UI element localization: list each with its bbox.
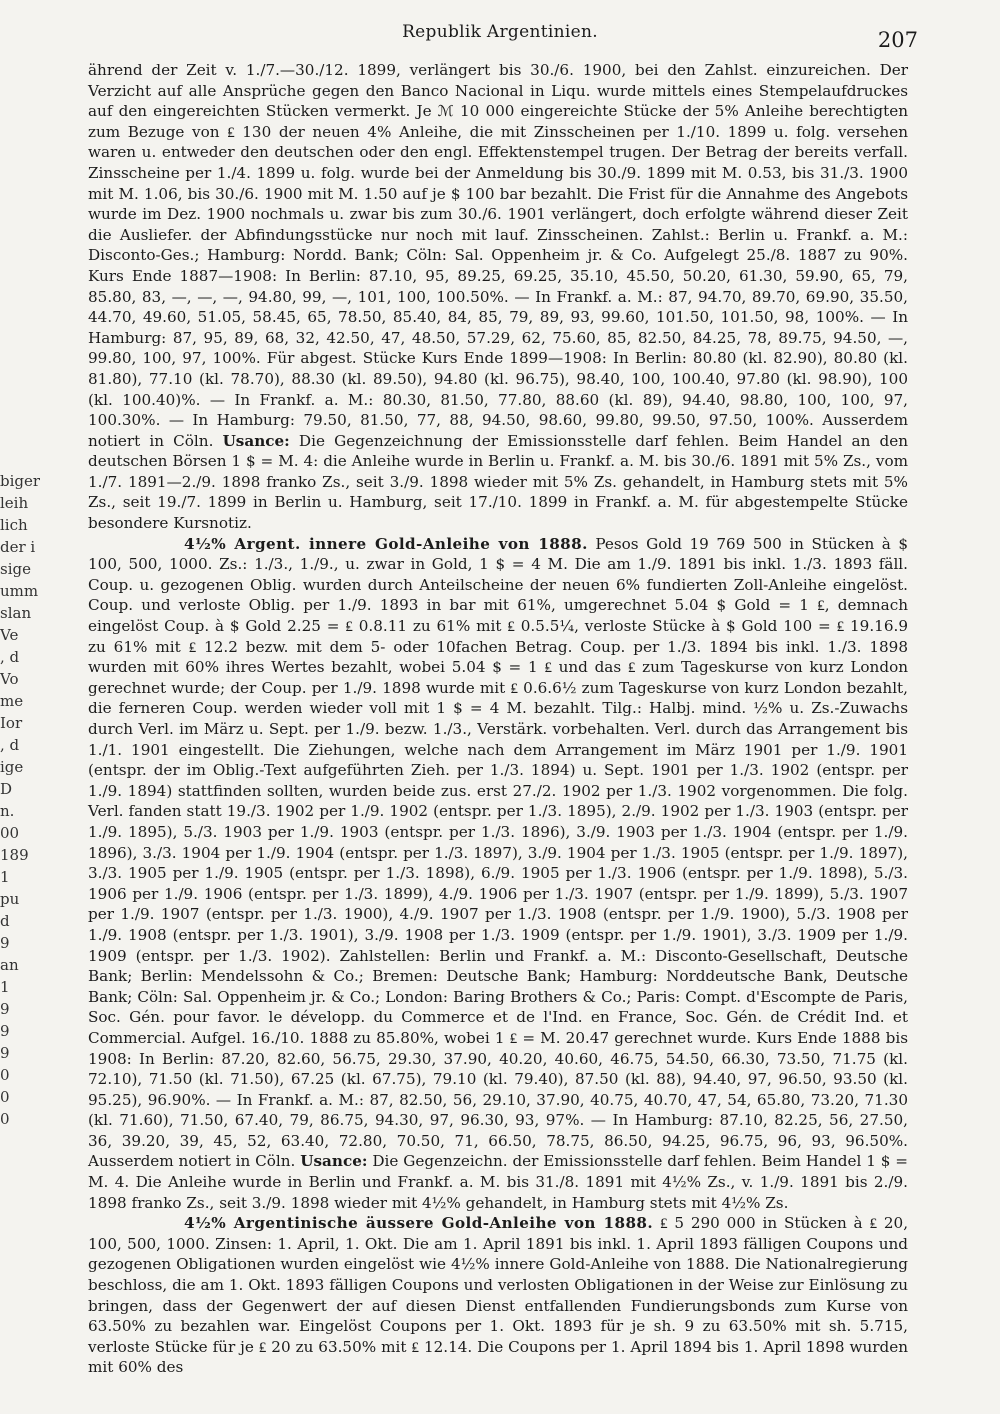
page-number: 207: [877, 28, 918, 52]
gutter-line: der i: [0, 538, 36, 556]
gutter-line: n.: [0, 802, 15, 820]
gutter-line: pu: [0, 890, 20, 908]
gutter-line: , d: [0, 736, 20, 754]
gutter-line: 1: [0, 868, 10, 886]
section-text: Pesos Gold 19 769 500 in Stücken à $ 100, 500, 1000. Zs.: 1./3., 1./9., u. zwar in Gold, 1 $ = 4 M. Die am 1./9. 1891 bis inkl. 1./3. 1893 fäll. Coup. u. gezogenen Oblig. wurden durch Anteilscheine der neuen 6% fundierten Zoll-Anleihe eingelöst. Coup. und verloste Oblig. per 1./9. 1893 in bar mit 61%, umgerechnet 5.04 $ Gold = 1 ₤, demnach eingelöst Coup. à $ Gold 2.25 = ₤ 0.8.11 zu 61% mit ₤ 0.5.5¼, verloste Stücke à $ Gold 100 = ₤ 19.16.9 zu 61% mit ₤ 12.2 bezw. mit dem 5- oder 10fachen Betrag. Coup. per 1./3. 1894 bis inkl. 1./3. 1898 wurden mit 60% ihres Wertes bezahlt, wobei 5.04 $ = 1 ₤ und das ₤ zum Tageskurse von kurz London gerechnet wurde; der Coup. per 1./9. 1898 wurde mit ₤ 0.6.6½ zum Tageskurse von kurz London bezahlt, die ferneren Coup. werden wieder voll mit 1 $ = 4 M. bezahlt. Tilg.: Halbj. mind. ½% u. Zs.-Zuwachs durch Verl. im März u. Sept. per 1./9. bezw. 1./3., Verstärk. vorbehalten. Verl. durch das Arrangement bis 1./1. 1901 eingestellt. Die Ziehungen, welche nach dem Arrangement im März 1901 per 1./9. 1901 (entspr. der im Oblig.-Text aufgeführten Zieh. per 1./3. 1894) u. Sept. 1901 per 1./3. 1902 (entspr. per 1./9. 1894) stattfinden sollten, wurden beide zus. erst 27./2. 1902 per 1./3. 1902 vorgenommen. Die folg. Verl. fanden statt 19./3. 1902 per 1./9. 1902 (entspr. per 1./3. 1895), 2./9. 1902 per 1./3. 1903 (entspr. per 1./9. 1895), 5./3. 1903 per 1./9. 1903 (entspr. per 1./3. 1896), 3./9. 1903 per 1./3. 1904 (entspr. per 1./9. 1896), 3./3. 1904 per 1./9. 1904 (entspr. per 1./3. 1897), 3./9. 1904 per 1./3. 1905 (entspr. per 1./9. 1897), 3./3. 1905 per 1./9. 1905 (entspr. per 1./3. 1898), 6./9. 1905 per 1./3. 1906 (entspr. per 1./9. 1898), 5./3. 1906 per 1./9. 1906 (entspr. per 1./3. 1899), 4./9. 1906 per 1./3. 1907 (entspr. per 1./9. 1899), 5./3. 1907 per 1./9. 1907 (entspr. per 1./3. 1900), 4./9. 1907 per 1./3. 1908 (entspr. per 1./9. 1900), 5./3. 1908 per 1./9. 1908 (entspr. per 1./3. 1901), 3./9. 1908 per 1./3. 1909 (entspr. per 1./9. 1901), 3./3. 1909 per 1./9. 1909 (entspr. per 1./3. 1902). Zahlstellen: Berlin und Frankf. a. M.: Disconto-Gesellschaft, Deutsche Bank; Berlin: Mendelssohn & Co.; Bremen: Deutsche Bank; Hamburg: Norddeutsche Bank, Deutsche Bank; Cöln: Sal. Oppenheim jr. & Co.; London: Baring Brothers & Co.; Paris: Compt. d'Escompte de Paris, Soc. Gén. pour favor. le développ. du Commerce et de l'Ind. en France, Soc. Gén. de Crédit Ind. et Commercial. Aufgel. 16./10. 1888 zu 85.80%, wobei 1 ₤ = M. 20.47 gerechnet wurde. Kurs Ende 1888 bis 1908: In Berlin: 87.20, 82.60, 56.75, 29.30, 37.90, 40.20, 40.60, 46.75, 54.50, 66.30, 73.50, 71.75 (kl. 72.10), 71.50 (kl. 71.50), 67.25 (kl. 67.75), 79.10 (kl. 79.40), 87.50 (kl. 88), 94.40, 97, 96.50, 93.50 (kl. 95.25), 96.90%. — In Frankf. a. M.: 87, 82.50, 56, 29.10, 37.90, 40.75, 40.70, 47, 54, 65.80, 73.20, 71.30 (kl. 71.60), 71.50, 67.40, 79, 86.75, 94.30, 97, 96.30, 93, 97%. — In Hamburg: 87.10, 82.25, 56, 27.50, 36, 39.20, 39, 45, 52, 63.40, 72.80, 70.50, 71, 66.50, 78.75, 86.50, 94.25, 96.75, 96, 93, 96.50%. Ausserdem notiert in Cöln.: [88, 534, 908, 1171]
gutter-line: 9: [0, 934, 10, 952]
gutter-line: leih: [0, 494, 29, 512]
gutter-line: ige: [0, 758, 24, 776]
section-text: ₤ 5 290 000 in Stücken à ₤ 20, 100, 500, 1000. Zinsen: 1. April, 1. Okt. Die am 1. April 1891 bis inkl. 1. April 1893 fälligen Coupons und gezogenen Obligationen wurden eingelöst wie 4½% innere Gold-Anleihe von 1888. Die Nationalregierung beschloss, die am 1. Okt. 1893 fälligen Coupons und verlosten Obligationen in der Weise zur Einlösung zu bringen, dass der Gegenwert der auf diesen Dienst entfallenden Fundierungsbonds zum Kurse von 63.50% zu bezahlen war. Eingelöst Coupons per 1. Okt. 1893 für je sh. 9 zu 63.50% mit sh. 5.715, verloste Stücke für je ₤ 20 zu 63.50% mit ₤ 12.14. Die Coupons per 1. April 1894 bis 1. April 1898 wurden mit 60% des: [88, 1214, 909, 1377]
usance-label: Usance:: [222, 431, 290, 450]
gutter-line: umm: [0, 582, 39, 600]
gutter-line: me: [0, 692, 24, 710]
gutter-line: Vo: [0, 670, 19, 688]
section-heading: 4½% Argentinische äussere Gold-Anleihe von 1888.: [184, 1214, 654, 1233]
gutter-line: 0: [0, 1110, 10, 1128]
gutter-line: D: [0, 780, 13, 798]
gutter-line: an: [0, 956, 19, 974]
gutter-line: lich: [0, 516, 28, 534]
gutter-line: 0: [0, 1066, 10, 1084]
gutter-line: 9: [0, 1022, 10, 1040]
usance-text: Die Gegenzeichnung der Emissionsstelle darf fehlen. Beim Handel an den deutschen Börsen 1 $ = M. 4: die Anleihe wurde in Berlin u. Frankf. a. M. bis 30./6. 1891 mit 5% Zs., vom 1./7. 1891—2./9. 1898 franko Zs., seit 3./9. 1898 wieder mit 5% Zs. gehandelt, in Hamburg stets mit 5% Zs., seit 19./7. 1899 in Berlin u. Hamburg, seit 17./10. 1899 in Frankf. a. M. für abgestempelte Stücke besondere Kursnotiz.: [88, 431, 909, 533]
outer-gold-loan-section: [88, 1213, 908, 1378]
gutter-line: 9: [0, 1044, 10, 1062]
gutter-line: , d: [0, 648, 20, 666]
gutter-line: 1: [0, 978, 10, 996]
usance-text: Die Gegenzeichn. der Emissionsstelle darf fehlen. Beim Handel 1 $ = M. 4. Die Anleihe wurde in Berlin und Frankf. a. M. bis 31./8. 1891 mit 4½% Zs., v. 1./9. 1891 bis 2./9. 1898 franko Zs., seit 3./9. 1898 wieder mit 4½% gehandelt, in Hamburg stets mit 4½% Zs.: [88, 1152, 909, 1212]
intro-text: ährend der Zeit v. 1./7.—30./12. 1899, verlängert bis 30./6. 1900, bei den Zahlst. einzureichen. Der Verzicht auf alle Ansprüche gegen den Banco Nacional in Liqu. wurde mittels eines Stempelaufdruckes auf den eingereichten Stücken vermerkt. Je ℳ 10 000 eingereichte Stücke der 5% Anleihe berechtigten zum Bezuge von ₤ 130 der neuen 4% Anleihe, die mit Zinsscheinen per 1./10. 1899 u. folg. versehen waren u. entweder den deutschen oder den engl. Effektenstempel trugen. Der Betrag der bereits verfall. Zinsscheine per 1./4. 1899 u. folg. wurde bei der Anmeldung bis 30./9. 1899 mit M. 0.53, bis 31./3. 1900 mit M. 1.06, bis 30./6. 1900 mit M. 1.50 auf je $ 100 bar bezahlt. Die Frist für die Annahme des Angebots wurde im Dez. 1900 nochmals u. zwar bis zum 30./6. 1901 verlängert, doch erfolgte während dieser Zeit die Ausliefer. der Abfindungsstücke nur noch mit lauf. Zinsscheinen. Zahlst.: Berlin u. Frankf. a. M.: Disconto-Ges.; Hamburg: Nordd. Bank; Cöln: Sal. Oppenheim jr. & Co. Aufgelegt 25./8. 1887 zu 90%. Kurs Ende 1887—1908: In Berlin: 87.10, 95, 89.25, 69.25, 35.10, 45.50, 50.20, 61.30, 59.90, 65, 79, 85.80, 83, —, —, —, 94.80, 99, —, 101, 100, 100.50%. — In Frankf. a. M.: 87, 94.70, 89.70, 69.90, 35.50, 44.70, 49.60, 51.05, 58.45, 65, 78.50, 85.40, 84, 85, 79, 89, 93, 99.60, 101.50, 101.50, 98, 100%. — In Hamburg: 87, 95, 89, 68, 32, 42.50, 47, 48.50, 57.29, 62, 75.60, 85, 82.50, 84.25, 78, 89.75, 94.50, —, 99.80, 100, 97, 100%. Für abgest. Stücke Kurs Ende 1899—1908: In Berlin: 80.80 (kl. 82.90), 80.80 (kl. 81.80), 77.10 (kl. 78.70), 88.30 (kl. 89.50), 94.80 (kl. 96.75), 98.40, 100, 100.40, 97.80 (kl. 98.90), 100 (kl. 100.40)%. — In Frankf. a. M.: 80.30, 81.50, 77.80, 88.60 (kl. 89), 94.40, 98.80, 100, 100, 97, 100.30%. — In Hamburg: 79.50, 81.50, 77, 88, 94.50, 98.60, 99.80, 99.50, 97.50, 100%. Ausserdem notiert in Cöln.: [88, 61, 908, 450]
gutter-line: d: [0, 912, 10, 930]
intro-paragraph: [88, 60, 908, 534]
gutter-line: 0: [0, 1088, 10, 1106]
inner-gold-loan-section: [88, 534, 908, 1214]
gutter-line: biger: [0, 472, 40, 490]
gutter-line: 00: [0, 824, 20, 842]
adjacent-page-gutter: [0, 470, 40, 1130]
gutter-line: 189: [0, 846, 29, 864]
gutter-line: Ve: [0, 626, 19, 644]
main-text-column: [88, 60, 908, 1378]
gutter-line: 9: [0, 1000, 10, 1018]
section-heading: 4½% Argent. innere Gold-Anleihe von 1888.: [184, 534, 588, 553]
gutter-line: slan: [0, 604, 32, 622]
gutter-line: sige: [0, 560, 31, 578]
usance-label: Usance:: [300, 1152, 368, 1171]
gutter-line: Ior: [0, 714, 23, 732]
running-title: Republik Argentinien.: [402, 22, 598, 42]
